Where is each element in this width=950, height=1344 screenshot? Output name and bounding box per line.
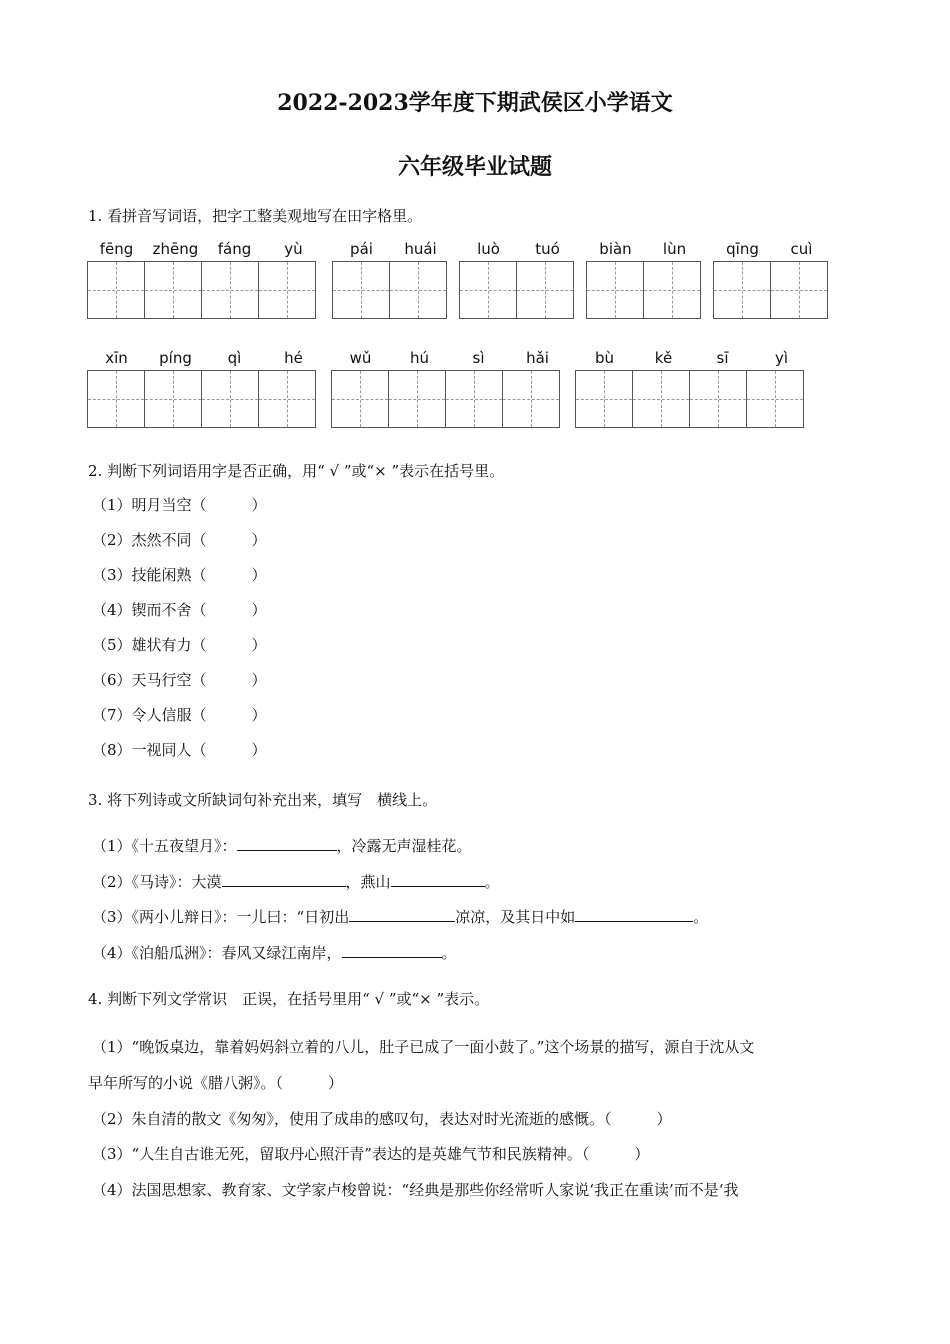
pinyin-syllable: cuì — [790, 240, 813, 258]
pinyin-syllable: tuó — [535, 240, 560, 258]
pinyin-syllable: bù — [594, 349, 615, 367]
q2-item-7: （7）令人信服（ ） — [92, 706, 267, 724]
row2-word-1 — [87, 370, 315, 428]
q3-item-3-text-b: 凉凉，及其日中如 — [455, 908, 576, 926]
answer-blank[interactable] — [349, 907, 455, 922]
q3-item-2-text-c: 。 — [484, 873, 500, 891]
tianzige-cell[interactable] — [713, 261, 771, 319]
tianzige-cell[interactable] — [770, 261, 828, 319]
q3-item-1-text-b: ，冷露无声湿桂花。 — [336, 837, 472, 855]
row2-word-3 — [575, 370, 803, 428]
q3-item-1-text-a: （1）《十五夜望月》： — [92, 837, 237, 855]
pinyin-syllable: hú — [409, 349, 429, 367]
pinyin-syllable: hé — [284, 349, 303, 367]
q3-item-4 — [92, 942, 457, 963]
answer-blank[interactable] — [237, 836, 337, 851]
answer-blank[interactable] — [342, 943, 442, 958]
tianzige-cell[interactable] — [201, 370, 259, 428]
pinyin-syllable: píng — [159, 349, 192, 367]
q3-item-3-text-c: 。 — [693, 908, 709, 926]
tianzige-cell[interactable] — [144, 370, 202, 428]
q1-prompt: 1. 看拼音写词语，把字工整美观地写在田字格里。 — [88, 207, 423, 225]
q4-item-3: （3）“人生自古谁无死，留取丹心照汗青”表达的是英雄气节和民族精神。（ ） — [92, 1145, 650, 1163]
q3-prompt: 3. 将下列诗或文所缺词句补充出来，填写 横线上。 — [88, 791, 438, 809]
tianzige-cell[interactable] — [388, 370, 446, 428]
pinyin-syllable: xīn — [105, 349, 128, 367]
tianzige-cell[interactable] — [201, 261, 259, 319]
row1-word-5 — [713, 261, 827, 319]
q4-item-2: （2）朱自清的散文《匆匆》，使用了成串的感叹句，表达对时光流逝的感慨。（ ） — [92, 1110, 672, 1128]
row1-word-1 — [87, 261, 315, 319]
tianzige-cell[interactable] — [459, 261, 517, 319]
answer-blank[interactable] — [222, 872, 346, 887]
title-line-1: 2022-2023学年度下期武侯区小学语文 — [277, 90, 673, 116]
q3-item-4-text-a: （4）《泊船瓜洲》：春风又绿江南岸， — [92, 944, 342, 962]
q2-item-3: （3）技能闲熟（ ） — [92, 566, 267, 584]
pinyin-syllable: yì — [774, 349, 789, 367]
tianzige-cell[interactable] — [144, 261, 202, 319]
answer-blank[interactable] — [391, 872, 485, 887]
tianzige-cell[interactable] — [502, 370, 560, 428]
pinyin-syllable: pái — [350, 240, 373, 258]
tianzige-cell[interactable] — [258, 370, 316, 428]
row1-word-2 — [332, 261, 446, 319]
q3-item-3 — [92, 906, 708, 927]
q3-item-2-text-b: ，燕山 — [345, 873, 391, 891]
row1-word-3 — [459, 261, 573, 319]
tianzige-cell[interactable] — [445, 370, 503, 428]
q3-item-1 — [92, 835, 472, 856]
pinyin-syllable: qīng — [726, 240, 759, 258]
tianzige-cell[interactable] — [643, 261, 701, 319]
tianzige-cell[interactable] — [258, 261, 316, 319]
q3-item-2-text-a: （2）《马诗》：大漠 — [92, 873, 222, 891]
answer-blank[interactable] — [575, 907, 693, 922]
q2-item-4: （4）锲而不舍（ ） — [92, 601, 267, 619]
tianzige-cell[interactable] — [87, 370, 145, 428]
tianzige-cell[interactable] — [332, 261, 390, 319]
tianzige-cell[interactable] — [632, 370, 690, 428]
tianzige-cell[interactable] — [516, 261, 574, 319]
tianzige-cell[interactable] — [689, 370, 747, 428]
pinyin-syllable: huái — [404, 240, 437, 258]
pinyin-syllable: zhēng — [152, 240, 199, 258]
q2-item-2: （2）杰然不同（ ） — [92, 531, 267, 549]
q4-prompt: 4. 判断下列文学常识 正误，在括号里用“ √ ”或“× ”表示。 — [88, 990, 490, 1008]
q3-item-3-text-a: （3）《两小儿辩日》：一儿曰：“日初出 — [92, 908, 350, 926]
pinyin-syllable: fáng — [217, 240, 252, 258]
q2-item-8: （8）一视同人（ ） — [92, 741, 267, 759]
q3-item-4-text-b: 。 — [441, 944, 457, 962]
pinyin-syllable: hǎi — [526, 349, 549, 367]
tianzige-cell[interactable] — [746, 370, 804, 428]
row2-word-2 — [331, 370, 559, 428]
pinyin-syllable: sì — [472, 349, 485, 367]
pinyin-syllable: luò — [477, 240, 500, 258]
tianzige-cell[interactable] — [87, 261, 145, 319]
pinyin-syllable: fēng — [99, 240, 134, 258]
pinyin-syllable: biàn — [599, 240, 632, 258]
tianzige-cell[interactable] — [389, 261, 447, 319]
q3-item-2 — [92, 871, 500, 892]
q4-item-1-line-1: （1）“晚饭桌边，靠着妈妈斜立着的八儿，肚子已成了一面小鼓了。”这个场景的描写，源自于沈从文 — [92, 1038, 755, 1056]
title-line-2: 六年级毕业试题 — [397, 154, 552, 180]
pinyin-syllable: kě — [654, 349, 673, 367]
pinyin-syllable: qì — [227, 349, 242, 367]
tianzige-cell[interactable] — [586, 261, 644, 319]
q2-item-5: （5）雄状有力（ ） — [92, 636, 267, 654]
pinyin-syllable: yù — [284, 240, 303, 258]
q2-item-6: （6）天马行空（ ） — [92, 671, 267, 689]
q4-item-4: （4）法国思想家、教育家、文学家卢梭曾说：“经典是那些你经常听人家说‘我正在重读’而不是‘我 — [92, 1181, 739, 1199]
tianzige-cell[interactable] — [575, 370, 633, 428]
tianzige-cell[interactable] — [331, 370, 389, 428]
pinyin-syllable: lùn — [662, 240, 687, 258]
pinyin-syllable: sī — [716, 349, 729, 367]
q2-prompt: 2. 判断下列词语用字是否正确，用“ √ ”或“× ”表示在括号里。 — [88, 462, 505, 480]
pinyin-syllable: wǔ — [349, 349, 372, 367]
q2-item-1: （1）明月当空（ ） — [92, 496, 267, 514]
q4-item-1-line-2: 早年所写的小说《腊八粥》。（ ） — [88, 1074, 344, 1092]
row1-word-4 — [586, 261, 700, 319]
